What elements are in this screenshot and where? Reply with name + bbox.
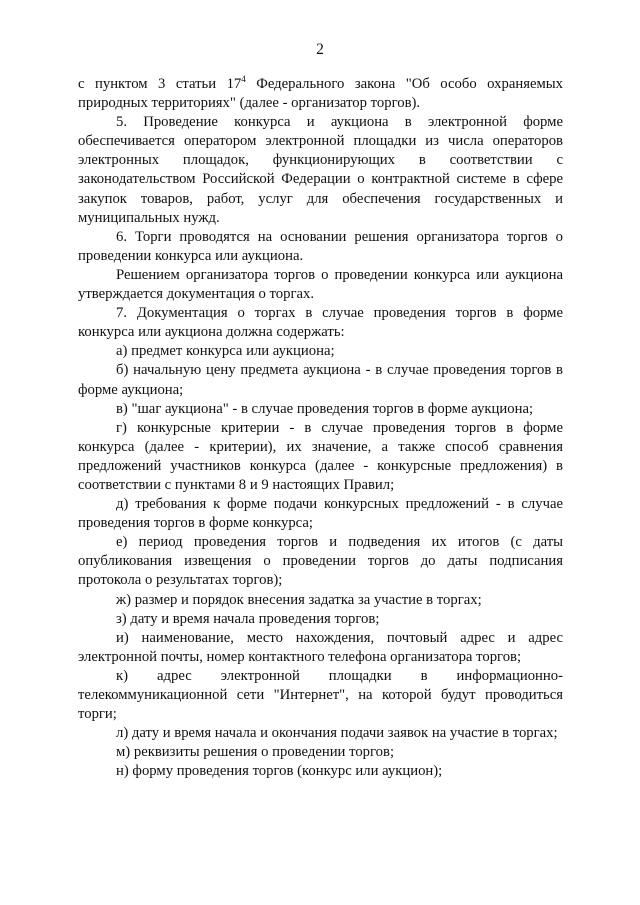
paragraph-continuation <box>78 75 563 113</box>
paragraph-decision: Решением организатора торгов о проведении конкурса или аукциона утверждается документация о торгах. <box>78 266 563 303</box>
subitem-a: а) предмет конкурса или аукциона; <box>116 343 335 360</box>
subitem-zh: ж) размер и порядок внесения задатка за участие в торгах; <box>116 591 482 608</box>
superscript-article-number: 4 <box>241 74 246 85</box>
subitem-k: к) адрес электронной площадки в информационно-телекоммуникационной сети "Интернет", на которой будут проводиться торги; <box>78 667 563 723</box>
subitem-l: л) дату и время начала и окончания подачи заявок на участие в торгах; <box>116 725 558 742</box>
document-body <box>78 75 563 781</box>
subitem-d: д) требования к форме подачи конкурсных предложений - в случае проведения торгов в форме конкурса; <box>78 496 563 532</box>
paragraph-item-5: 5. Проведение конкурса и аукциона в электронной форме обеспечивается оператором электронной площадки из числа операторов электронных площадок, функционирующих в соответствии с законодательством Российской Федерации о контрактной системе в сфере закупок товаров, работ, услуг для обеспечения государственных и муниципальных нужд. <box>78 114 563 226</box>
paragraph-text-start: с пунктом 3 статьи 17 <box>78 76 242 92</box>
subitem-e: е) период проведения торгов и подведения их итогов (с даты опубликования извещения о проведении торгов до даты подписания протокола о результатах торгов); <box>78 534 563 589</box>
paragraph-item-6: 6. Торги проводятся на основании решения организатора торгов о проведении конкурса или аукциона. <box>78 228 563 264</box>
subitem-n: н) форму проведения торгов (конкурс или аукцион); <box>116 763 443 780</box>
subitem-b: б) начальную цену предмета аукциона - в случае проведения торгов в форме аукциона; <box>78 362 563 398</box>
subitem-g: г) конкурсные критерии - в случае проведения торгов в форме конкурса (далее - критерии), их значение, а также способ сравнения предложений участников конкурса (далее - конкурсные предложения) в соответствии с пунктами 8 и 9 настоящих Правил; <box>78 419 563 493</box>
subitem-m: м) реквизиты решения о проведении торгов; <box>116 744 395 761</box>
subitem-i: и) наименование, место нахождения, почтовый адрес и адрес электронной почты, номер контактного телефона организатора торгов; <box>78 629 563 665</box>
paragraph-item-7: 7. Документация о торгах в случае проведения торгов в форме конкурса или аукциона должна содержать: <box>78 305 563 341</box>
paragraph-text-end: Федерального закона "Об особо охраняемых природных территориях" (далее - организатор торгов). <box>78 76 563 112</box>
subitem-z: з) дату и время начала проведения торгов; <box>116 610 380 627</box>
subitem-v: в) "шаг аукциона" - в случае проведения торгов в форме аукциона; <box>116 400 534 417</box>
page-number: 2 <box>316 41 324 58</box>
